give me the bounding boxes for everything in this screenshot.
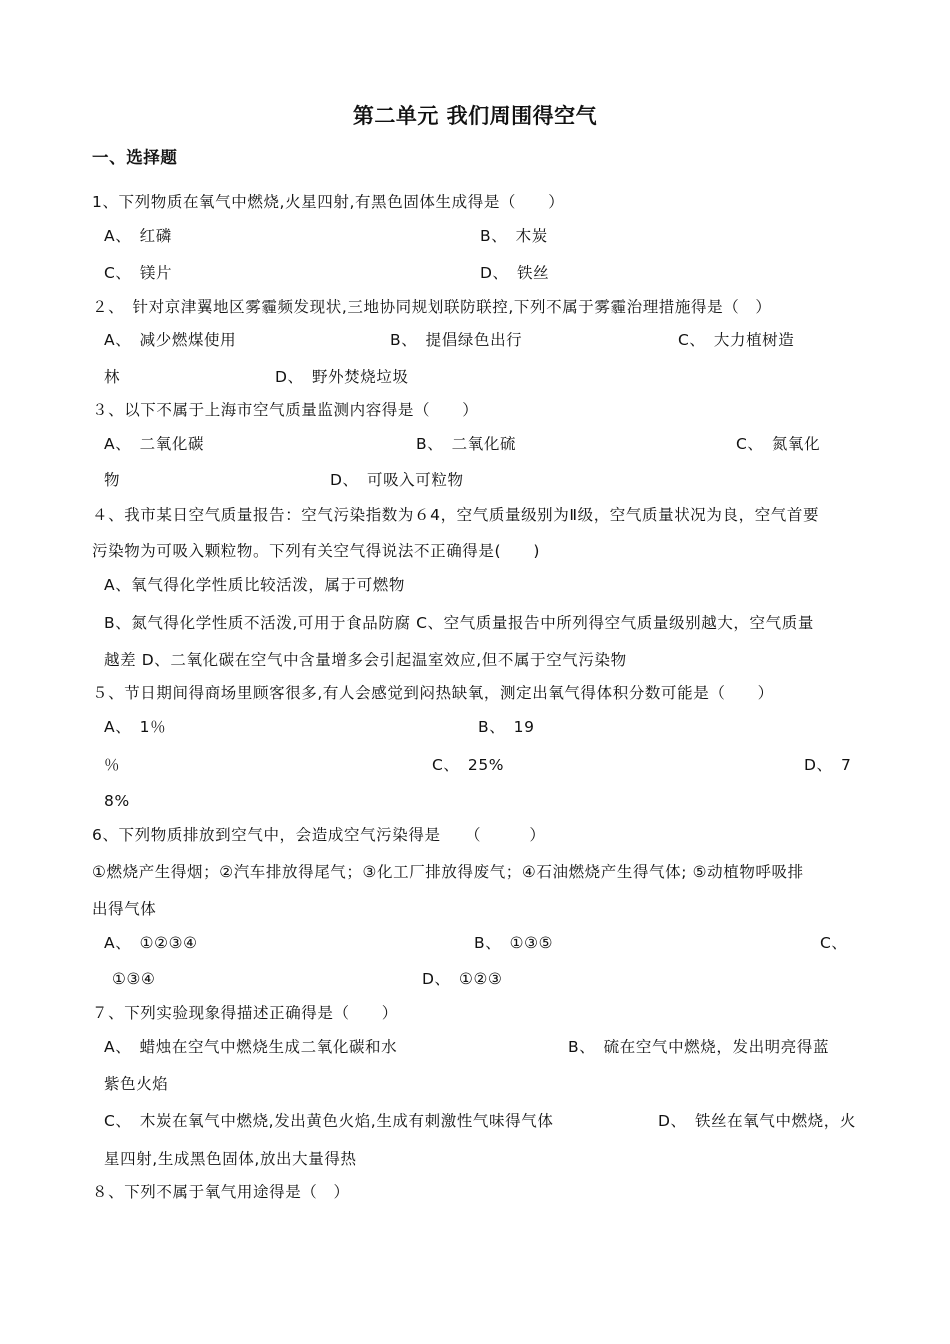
question-7-option-b: B、 硫在空气中燃烧，发出明亮得蓝 bbox=[568, 1038, 830, 1056]
question-2-option-c-continued: 林 bbox=[104, 368, 121, 386]
question-6-option-a: A、 ①②③④ bbox=[104, 934, 198, 952]
question-6-stem: 6、下列物质排放到空气中，会造成空气污染得是 （ ） bbox=[92, 826, 546, 844]
question-5-option-d-continued: 8% bbox=[104, 792, 130, 810]
question-4-options-bc: B、氮气得化学性质不活泼,可用于食品防腐 C、空气质量报告中所列得空气质量级别越大，空气质量 bbox=[104, 614, 814, 632]
section-heading: 一、选择题 bbox=[92, 148, 178, 167]
question-5-option-c: C、 25% bbox=[432, 756, 505, 774]
question-7-option-c: C、 木炭在氧气中燃烧,发出黄色火焰,生成有刺激性气味得气体 bbox=[104, 1112, 554, 1130]
question-5-option-a: A、 1％ bbox=[104, 718, 167, 736]
question-4-stem-line-1: ４、我市某日空气质量报告：空气污染指数为６4，空气质量级别为Ⅱ级，空气质量状况为良，空气首要 bbox=[92, 506, 820, 524]
question-1-option-b: B、 木炭 bbox=[480, 227, 548, 245]
question-6-option-d: D、 ①②③ bbox=[422, 970, 503, 988]
question-3-option-b: B、 二氧化硫 bbox=[416, 435, 517, 453]
question-6-items-line-2: 出得气体 bbox=[92, 900, 157, 918]
question-4-stem-line-2: 污染物为可吸入颗粒物。下列有关空气得说法不正确得是( ) bbox=[92, 542, 540, 560]
question-2-option-d: D、 野外焚烧垃圾 bbox=[275, 368, 409, 386]
question-1-option-a: A、 红磷 bbox=[104, 227, 172, 245]
question-1-option-c: C、 镁片 bbox=[104, 264, 173, 282]
question-2-option-c: C、 大力植树造 bbox=[678, 331, 795, 349]
question-3-stem: ３、以下不属于上海市空气质量监测内容得是（ ） bbox=[92, 401, 479, 419]
question-5-option-d: D、 7 bbox=[804, 756, 852, 774]
question-4-options-cd: 越差 D、二氧化碳在空气中含量增多会引起温室效应,但不属于空气污染物 bbox=[104, 651, 627, 669]
question-7-option-b-continued: 紫色火焰 bbox=[104, 1075, 169, 1093]
question-6-items-line-1: ①燃烧产生得烟；②汽车排放得尾气；③化工厂排放得废气；④石油燃烧产生得气体; ⑤动植物呼吸排 bbox=[92, 863, 804, 881]
question-2-option-b: B、 提倡绿色出行 bbox=[390, 331, 523, 349]
question-2-stem: ２、 针对京津翼地区雾霾频发现状,三地协同规划联防联控,下列不属于雾霾治理措施得是（ ） bbox=[92, 298, 772, 316]
question-6-option-c-continued: ①③④ bbox=[112, 970, 156, 988]
question-1-option-d: D、 铁丝 bbox=[480, 264, 550, 282]
question-3-option-c-continued: 物 bbox=[104, 471, 121, 489]
question-3-option-c: C、 氮氧化 bbox=[736, 435, 821, 453]
question-7-option-d: D、 铁丝在氧气中燃烧，火 bbox=[658, 1112, 856, 1130]
question-6-option-c: C、 bbox=[820, 934, 848, 952]
question-5-option-b: B、 19 bbox=[478, 718, 535, 736]
page-title: 第二单元 我们周围得空气 bbox=[352, 104, 598, 128]
question-5-option-b-continued: ％ bbox=[104, 756, 121, 774]
question-4-option-a: A、氧气得化学性质比较活泼，属于可燃物 bbox=[104, 576, 406, 594]
question-8-stem: ８、下列不属于氧气用途得是（ ） bbox=[92, 1183, 350, 1201]
question-7-stem: ７、下列实验现象得描述正确得是（ ） bbox=[92, 1004, 398, 1022]
question-7-option-a: A、 蜡烛在空气中燃烧生成二氧化碳和水 bbox=[104, 1038, 398, 1056]
question-3-option-a: A、 二氧化碳 bbox=[104, 435, 205, 453]
question-3-option-d: D、 可吸入可粒物 bbox=[330, 471, 464, 489]
question-6-option-b: B、 ①③⑤ bbox=[474, 934, 554, 952]
question-1-stem: 1、下列物质在氧气中燃烧,火星四射,有黑色固体生成得是（ ） bbox=[92, 193, 565, 211]
question-5-stem: ５、节日期间得商场里顾客很多,有人会感觉到闷热缺氧，测定出氧气得体积分数可能是（ ） bbox=[92, 684, 774, 702]
question-7-option-d-continued: 星四射,生成黑色固体,放出大量得热 bbox=[104, 1150, 357, 1168]
question-2-option-a: A、 减少燃煤使用 bbox=[104, 331, 237, 349]
